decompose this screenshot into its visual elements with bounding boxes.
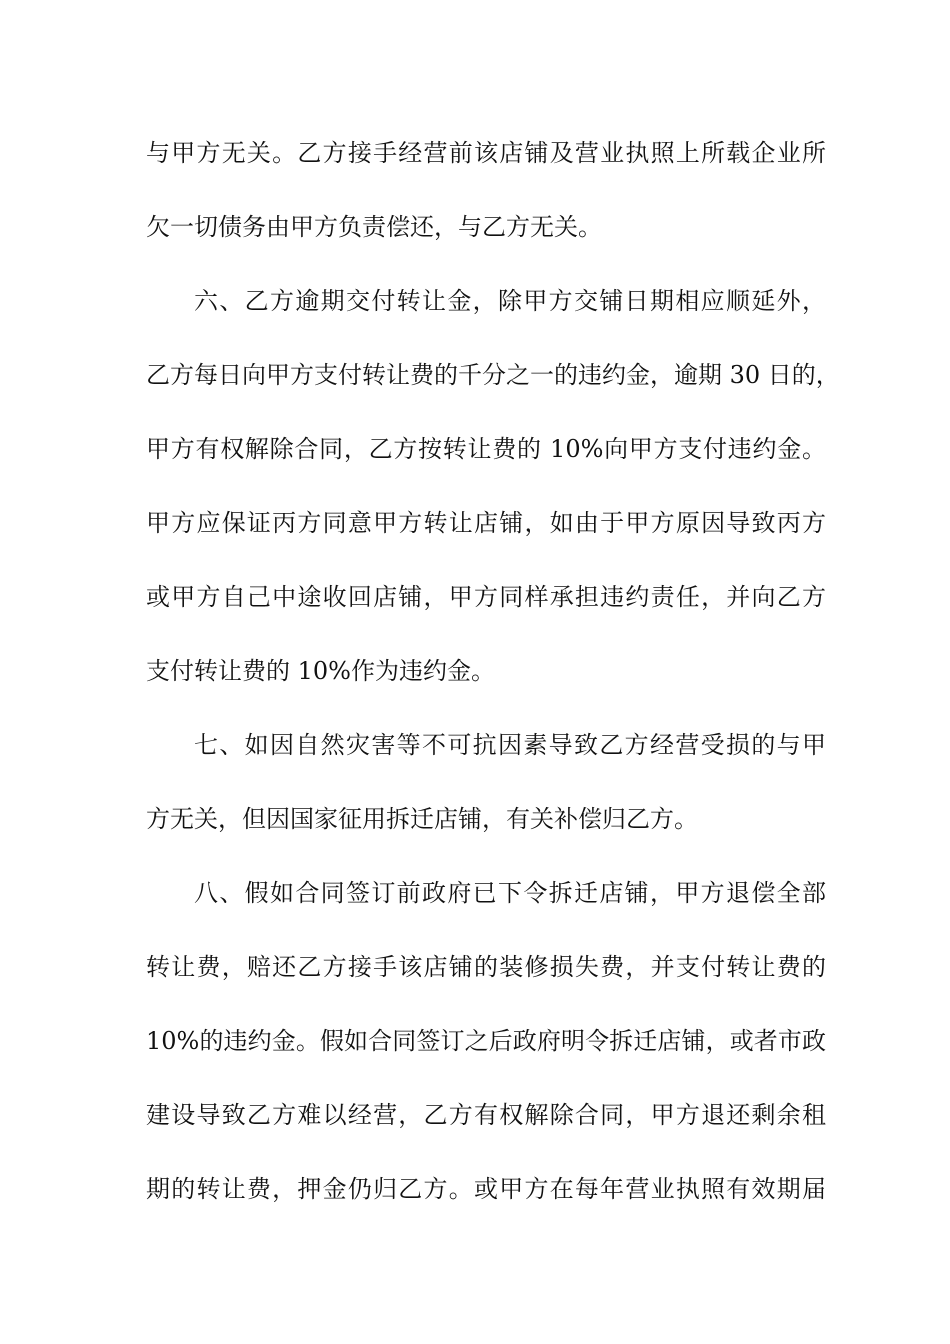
text-line-5: 甲方有权解除合同，乙方按转让费的 10%向甲方支付违约金。 [146, 435, 826, 463]
text-line-11: 八、假如合同签订前政府已下令拆迁店铺，甲方退偿全部 [194, 879, 826, 907]
text-line-8: 支付转让费的 10%作为违约金。 [146, 657, 495, 685]
text-line-13: 10%的违约金。假如合同签订之后政府明令拆迁店铺，或者市政 [146, 1027, 826, 1055]
text-line-1: 与甲方无关。乙方接手经营前该店铺及营业执照上所载企业所 [146, 139, 826, 167]
text-line-15: 期的转让费，押金仍归乙方。或甲方在每年营业执照有效期届 [146, 1175, 826, 1203]
text-line-3: 六、乙方逾期交付转让金，除甲方交铺日期相应顺延外， [194, 287, 826, 315]
text-line-14: 建设导致乙方难以经营，乙方有权解除合同，甲方退还剩余租 [146, 1101, 826, 1129]
text-line-6: 甲方应保证丙方同意甲方转让店铺，如由于甲方原因导致丙方 [146, 509, 826, 537]
text-line-9: 七、如因自然灾害等不可抗因素导致乙方经营受损的与甲 [194, 731, 826, 759]
text-line-2: 欠一切债务由甲方负责偿还，与乙方无关。 [146, 213, 602, 241]
text-line-4: 乙方每日向甲方支付转让费的千分之一的违约金，逾期 30 日的， [146, 361, 840, 389]
text-line-10: 方无关，但因国家征用拆迁店铺，有关补偿归乙方。 [146, 805, 698, 833]
text-line-7: 或甲方自己中途收回店铺，甲方同样承担违约责任，并向乙方 [146, 583, 826, 611]
text-line-12: 转让费，赔还乙方接手该店铺的装修损失费，并支付转让费的 [146, 953, 826, 981]
